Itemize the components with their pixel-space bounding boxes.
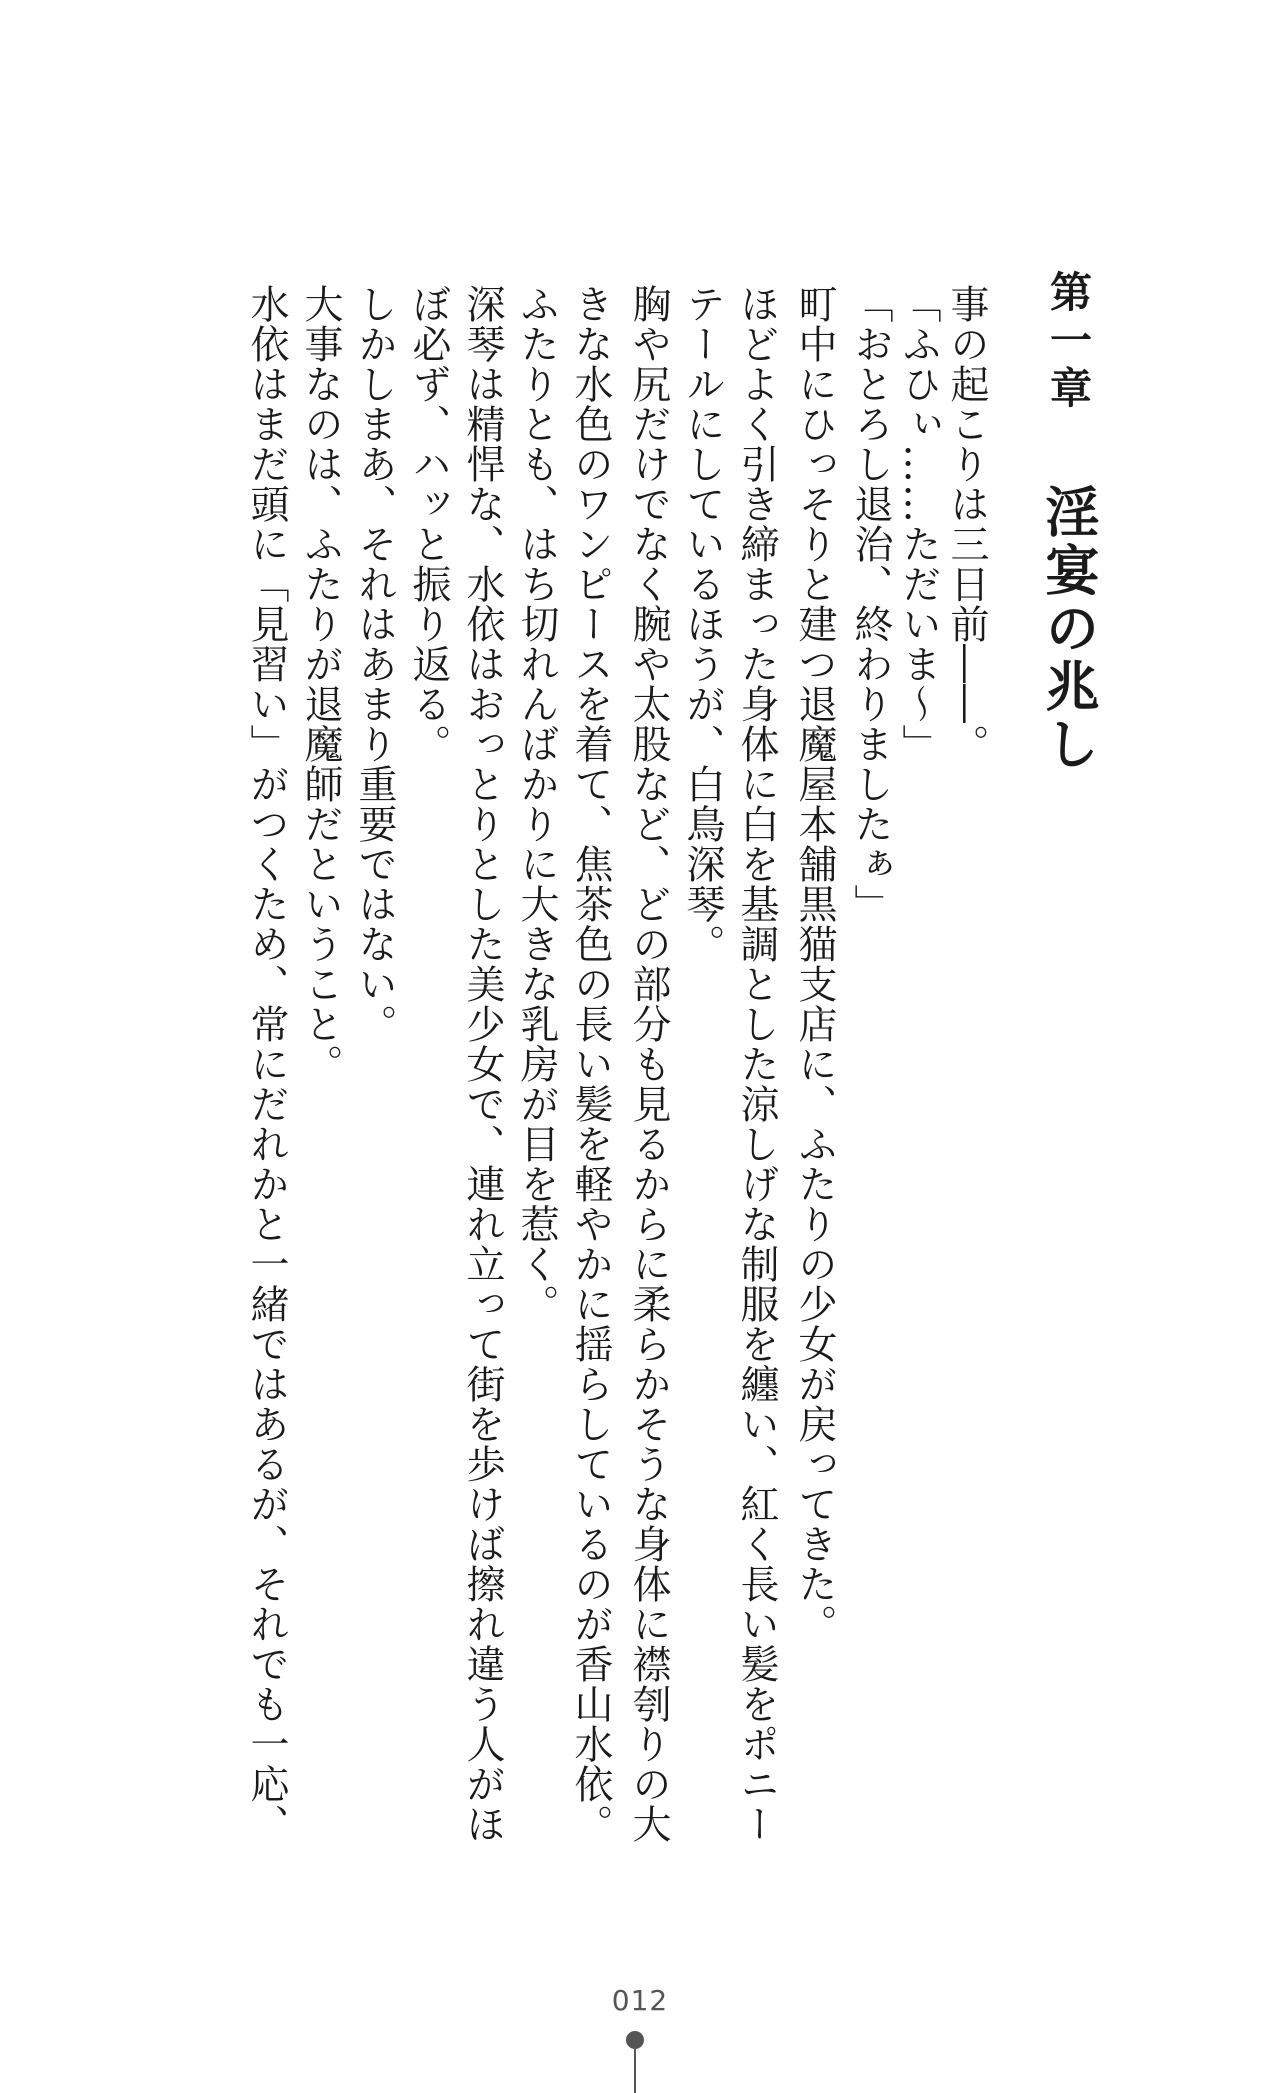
body-line: きな水色のワンピースを着て、焦茶色の長い髪を軽やかに揺らしているのが香山水依。 [568, 284, 613, 1844]
body-line: 深琴は精悍な、水依はおっとりとした美少女で、連れ立って街を歩けば擦れ違う人がほ [460, 284, 505, 1844]
body-line: ぼ必ず、ハッと振り返る。 [406, 284, 451, 764]
body-line: 大事なのは、ふたりが退魔師だということ。 [298, 284, 343, 1084]
page-marker-line [634, 2049, 636, 2093]
body-line: 町中にひっそりと建つ退魔屋本舗黒猫支店に、ふたりの少女が戻ってきた。 [792, 284, 837, 1644]
body-line: 「ふひぃ……ただいま～」 [896, 284, 941, 764]
body-line: ほどよく引き締まった身体に白を基調とした涼しげな制服を纏い、紅く長い髪をポニー [734, 284, 779, 1844]
body-line: テールにしているほうが、白鳥深琴。 [680, 284, 725, 964]
body-line: 水依はまだ頭に「見習い」がつくため、常にだれかと一緒ではあるが、それでも一応、 [244, 284, 289, 1844]
body-line: 「おとろし退治、終わりましたぁ」 [848, 284, 893, 924]
body-line: 胸や尻だけでなく腕や太股など、どの部分も見るからに柔らかそうな身体に襟刳りの大 [626, 284, 671, 1844]
body-line: ふたりとも、はち切れんばかりに大きな乳房が目を惹く。 [514, 284, 559, 1324]
page-marker-dot [626, 2031, 644, 2049]
body-line: 事の起こりは三日前――。 [944, 284, 989, 764]
chapter-number: 第一章 [1044, 270, 1093, 414]
chapter-heading [1030, 270, 1107, 774]
page-number: 012 [611, 1984, 669, 2017]
body-line: しかしまあ、それはあまり重要ではない。 [352, 284, 397, 1044]
chapter-title: 淫宴の兆し [1037, 484, 1100, 774]
